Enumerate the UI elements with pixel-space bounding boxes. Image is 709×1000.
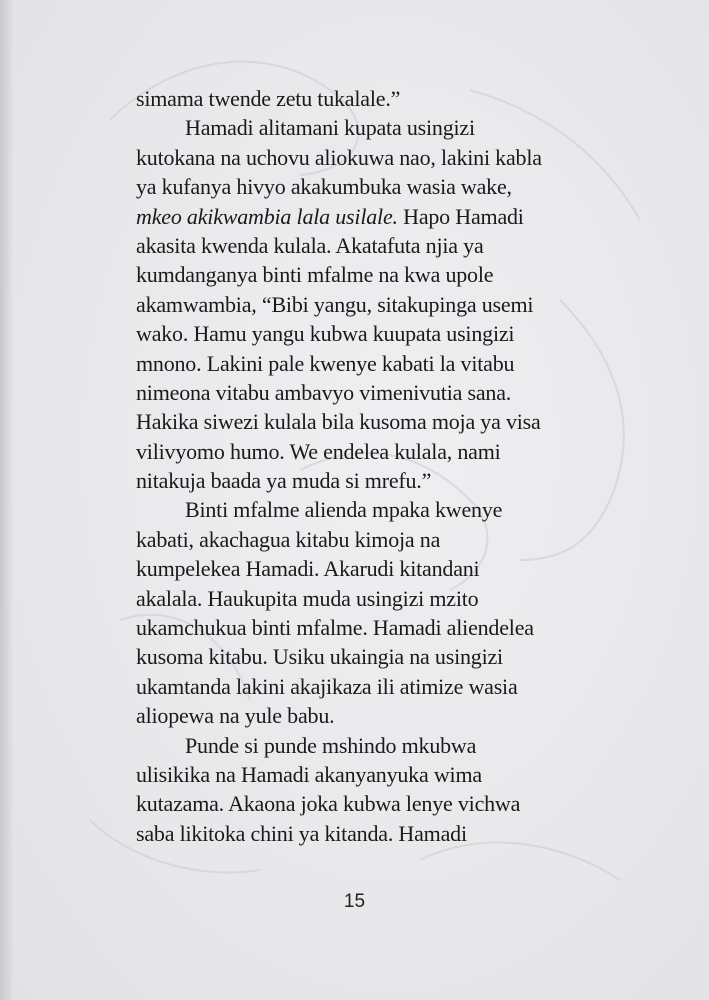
text-line: saba likitoka chini ya kitanda. Hamadi xyxy=(136,820,467,846)
text-line: vilivyomo humo. We endelea kulala, nami xyxy=(136,438,501,464)
text-line: aliopewa na yule babu. xyxy=(136,703,335,729)
text-line: ukamtanda lakini akajikaza ili atimize wasia xyxy=(136,673,518,699)
text-line: kutokana na uchovu aliokuwa nao, lakini kabla xyxy=(136,144,542,170)
text-line: wako. Hamu yangu kubwa kuupata usingizi xyxy=(136,321,515,347)
text-line: akasita kwenda kulala. Akatafuta njia ya xyxy=(136,232,484,258)
text-line: akamwambia, “Bibi yangu, sitakupinga usemi xyxy=(136,291,534,317)
text-run: Hapo Hamadi xyxy=(397,203,524,229)
text-line: akalala. Haukupita muda usingizi mzito xyxy=(136,585,479,611)
text-line: nitakuja baada ya muda si mrefu.” xyxy=(136,468,432,494)
text-line: simama twende zetu tukalale.” xyxy=(136,86,401,111)
body-text xyxy=(136,84,586,848)
page-number: 15 xyxy=(343,891,366,912)
text-line: ukamchukua binti mfalme. Hamadi aliendelea xyxy=(136,615,534,641)
text-line: Punde si punde mshindo mkubwa xyxy=(185,732,477,758)
text-line: mnono. Lakini pale kwenye kabati la vitabu xyxy=(136,350,515,376)
text-line: kusoma kitabu. Usiku ukaingia na usingizi xyxy=(136,644,503,670)
italic-proverb: mkeo akikwambia lala usilale. xyxy=(136,203,398,229)
text-line: ya kufanya hivyo akakumbuka wasia wake, xyxy=(136,174,512,200)
text-line: Binti mfalme alienda mpaka kwenye xyxy=(185,497,503,523)
text-line: nimeona vitabu ambavyo vimenivutia sana. xyxy=(136,379,512,405)
text-line: kabati, akachagua kitabu kimoja na xyxy=(136,526,441,552)
text-line xyxy=(136,202,586,231)
text-line: kutazama. Akaona joka kubwa lenye vichwa xyxy=(136,791,521,817)
text-line: Hamadi alitamani kupata usingizi xyxy=(185,115,475,141)
text-line: Hakika siwezi kulala bila kusoma moja ya visa xyxy=(136,409,541,435)
text-line: kumdanganya binti mfalme na kwa upole xyxy=(136,262,494,288)
text-line: ulisikika na Hamadi akanyanyuka wima xyxy=(136,761,482,787)
text-line: kumpelekea Hamadi. Akarudi kitandani xyxy=(136,556,480,582)
